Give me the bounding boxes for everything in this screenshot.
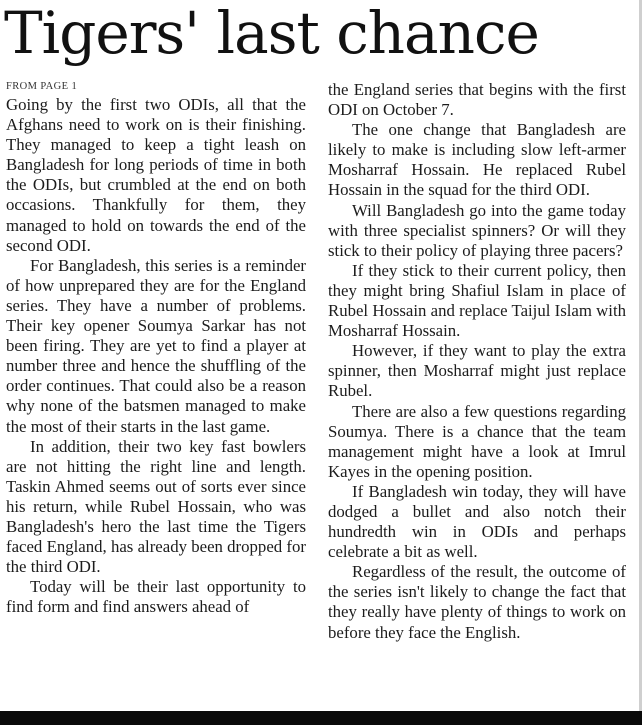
paragraph: Today will be their last opportunity to find form and find answers ahead of bbox=[6, 577, 306, 617]
paragraph: However, if they want to play the extra spinner, then Mosharraf might just replace Rubel. bbox=[328, 341, 626, 401]
headline: Tigers' last chance bbox=[4, 0, 539, 67]
paragraph: Going by the first two ODIs, all that the Afghans need to work on is their finishing. They managed to keep a tight leash on Bangladesh for long periods of time in both the ODIs, but crumbled at the end on both occasions. Thankfully for them, they managed to hold on towards the end of the second ODI. bbox=[6, 95, 306, 255]
article-column-left bbox=[6, 80, 306, 617]
paragraph: If they stick to their current policy, then they might bring Shafiul Islam in place of Rubel Hossain and replace Taijul Islam with Mosharraf Hossain. bbox=[328, 260, 626, 341]
paragraph: There are also a few questions regarding Soumya. There is a chance that the team management might have a look at Imrul Kayes in the opening position. bbox=[328, 401, 626, 481]
page-bottom-border bbox=[0, 711, 642, 725]
paragraph: If Bangladesh win today, they will have dodged a bullet and also notch their hundredth win in ODIs and perhaps celebrate a bit as well. bbox=[328, 481, 626, 562]
paragraph: The one change that Bangladesh are likely to make is including slow left-armer Mosharraf Hossain. He replaced Rubel Hossain in the squad for the third ODI. bbox=[328, 120, 626, 200]
paragraph: the England series that begins with the first ODI on October 7. bbox=[328, 80, 626, 120]
article-column-right bbox=[328, 80, 626, 643]
paragraph: Will Bangladesh go into the game today with three specialist spinners? Or will they stick to their policy of playing three pacers? bbox=[328, 200, 626, 260]
continuation-kicker: FROM PAGE 1 bbox=[6, 81, 78, 92]
paragraph: In addition, their two key fast bowlers are not hitting the right line and length. Taskin Ahmed seems out of sorts ever since his return, while Rubel Hossain, who was Bangladesh's hero the last time the Tigers faced England, has already been dropped for the third ODI. bbox=[6, 436, 306, 577]
paragraph: Regardless of the result, the outcome of the series isn't likely to change the fact that they really have plenty of things to work on before they face the English. bbox=[328, 562, 626, 642]
paragraph: For Bangladesh, this series is a reminder of how unprepared they are for the England series. They have a number of problems. Their key opener Soumya Sarkar has not been firing. They are yet to find a player at number three and hence the shuffling of the order continues. That could also be a reason why none of the batsmen managed to make the most of their starts in the last game. bbox=[6, 255, 306, 436]
